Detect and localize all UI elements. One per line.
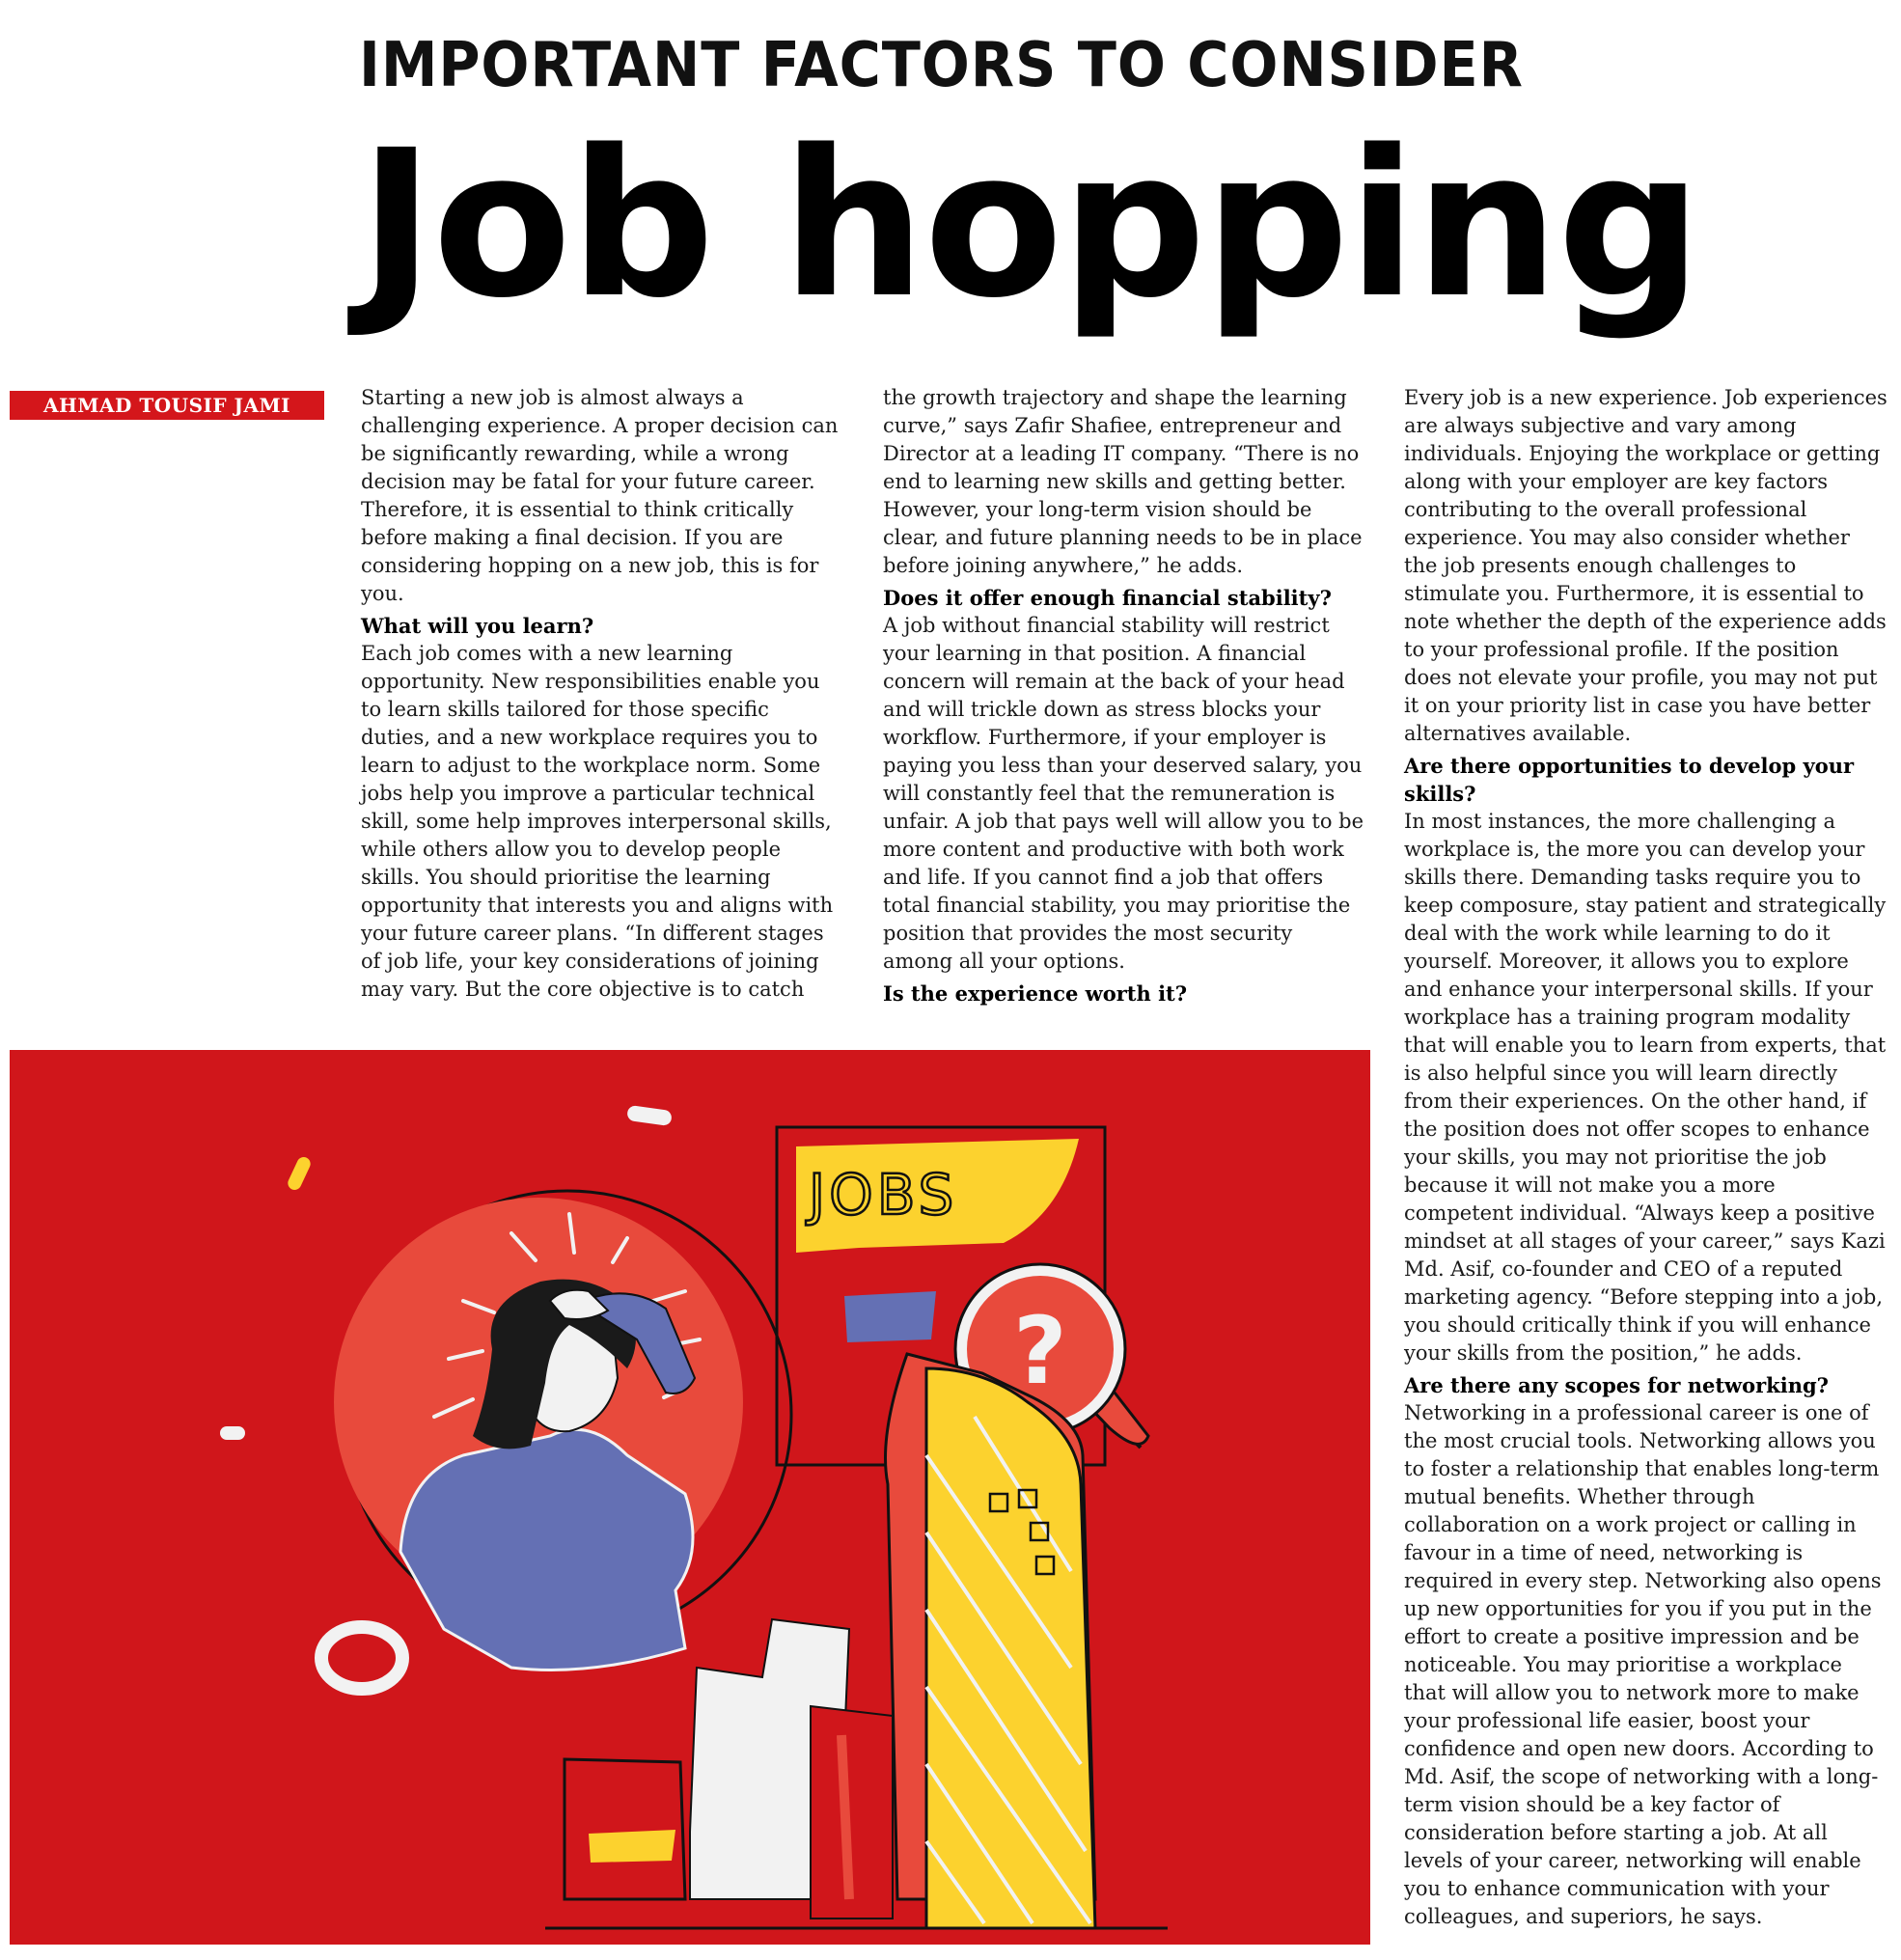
author-byline: AHMAD TOUSIF JAMI: [10, 391, 324, 420]
jobs-sign-text: JOBS: [809, 1162, 958, 1228]
learn-paragraph: Each job comes with a new learning opportunity. New responsibilities enable you to learn skills tailored for those specific duties, and a new workplace requires you to learn to adjust to the workplace norm. Some jobs help you improve a particular technical skill, some help improves interpersonal skills, while others allow you to develop people skills. You should prioritise the learning opportunity that interests you and aligns with your future career plans. “In different stages of job life, your key considerations of joining may vary. But the core objective is to catch: [361, 642, 834, 1001]
subhead-skills: Are there opportunities to develop your skills?: [1404, 754, 1855, 806]
networking-paragraph: Networking in a professional career is one of the most crucial tools. Networking allows you to foster a relationship that enables long-term mutual benefits. Whether through collaboration on a work project or calling in favour in a time of need, networking is required in every step. Networking also opens up new opportunities for you if you put in the effort to create a positive impression and be noticeable. You may prioritise a workplace that will allow you to network more to make your professional life easier, boost your confidence and open new doors. According to Md. Asif, the scope of networking with a long-term vision should be a key factor of consideration before starting a job. At all levels of your career, networking will enable you to enhance communication with your colleagues, and superiors, he says.: [1404, 1401, 1882, 1928]
subhead-learn: What will you learn?: [361, 614, 594, 638]
article-column-3: [1404, 384, 1888, 1931]
yellow-confetti-shape: [286, 1155, 313, 1193]
intro-paragraph: Starting a new job is almost always a challenging experience. A proper decision can be significantly rewarding, while a wrong decision may be fatal for your future career. Therefore, it is essential to think critically before making a final decision. If you are considering hopping on a new job, this is for you.: [361, 386, 839, 605]
article-headline: Job hopping: [359, 106, 1701, 343]
learn-continued-paragraph: the growth trajectory and shape the learning curve,” says Zafir Shafiee, entrepreneur and Director at a leading IT company. “There is no end to learning new skills and getting better. However, your long-term vision should be clear, and future planning needs to be in place before joining anywhere,” he adds.: [883, 386, 1363, 577]
section-kicker: IMPORTANT FACTORS TO CONSIDER: [359, 30, 1524, 101]
article-column-1: [361, 384, 843, 1004]
white-confetti-dot: [220, 1426, 245, 1440]
subhead-experience: Is the experience worth it?: [883, 981, 1188, 1006]
white-ring-shape: [321, 1627, 402, 1689]
finance-paragraph: A job without financial stability will restrict your learning in that position. A financial concern will remain at the back of your head and will trickle down as stress blocks your workflow. Furthermore, if your employer is paying you less than your deserved salary, you will constantly feel that the remuneration is unfair. A job that pays well will allow you to be more content and productive with both work and life. If you cannot find a job that offers total financial stability, you may prioritise the position that provides the most security among all your options.: [883, 614, 1364, 973]
experience-paragraph: Every job is a new experience. Job experiences are always subjective and vary among individuals. Enjoying the workplace or getting along with your employer are key factors contributing to the overall professional experience. You may also consider whether the job presents enough challenges to stimulate you. Furthermore, it is essential to note whether the depth of the experience adds to your professional profile. If the position does not elevate your profile, you may not put it on your priority list in case you have better alternatives available.: [1404, 386, 1887, 745]
illustration-svg: [10, 1050, 1370, 1945]
skills-paragraph: In most instances, the more challenging a workplace is, the more you can develop your skills there. Demanding tasks require you to keep composure, stay patient and strategically deal with the work while learning to do it yourself. Moreover, it allows you to explore and enhance your interpersonal skills. If your workplace has a training program modality that will enable you to learn from experts, that is also helpful since you will learn directly from their experiences. On the other hand, if the position does not offer scopes to enhance your skills, you may not prioritise the job because it will not make you a more competent individual. “Always keep a positive mindset at all stages of your career,” says Kazi Md. Asif, co-founder and CEO of a reputed marketing agency. “Before stepping into a job, you should critically think if you will enhance your skills from the position,” he adds.: [1404, 810, 1887, 1365]
jobs-board-blue-box: [844, 1291, 936, 1342]
subhead-finance: Does it offer enough financial stability?: [883, 586, 1332, 610]
subhead-networking: Are there any scopes for networking?: [1404, 1373, 1829, 1397]
question-mark-icon: ?: [1013, 1297, 1067, 1405]
white-confetti-shape: [626, 1105, 673, 1126]
article-column-2: [883, 384, 1365, 1008]
job-hopping-illustration: [10, 1050, 1370, 1945]
small-red-building: [565, 1759, 685, 1899]
small-building-yellow-sign: [589, 1830, 675, 1863]
